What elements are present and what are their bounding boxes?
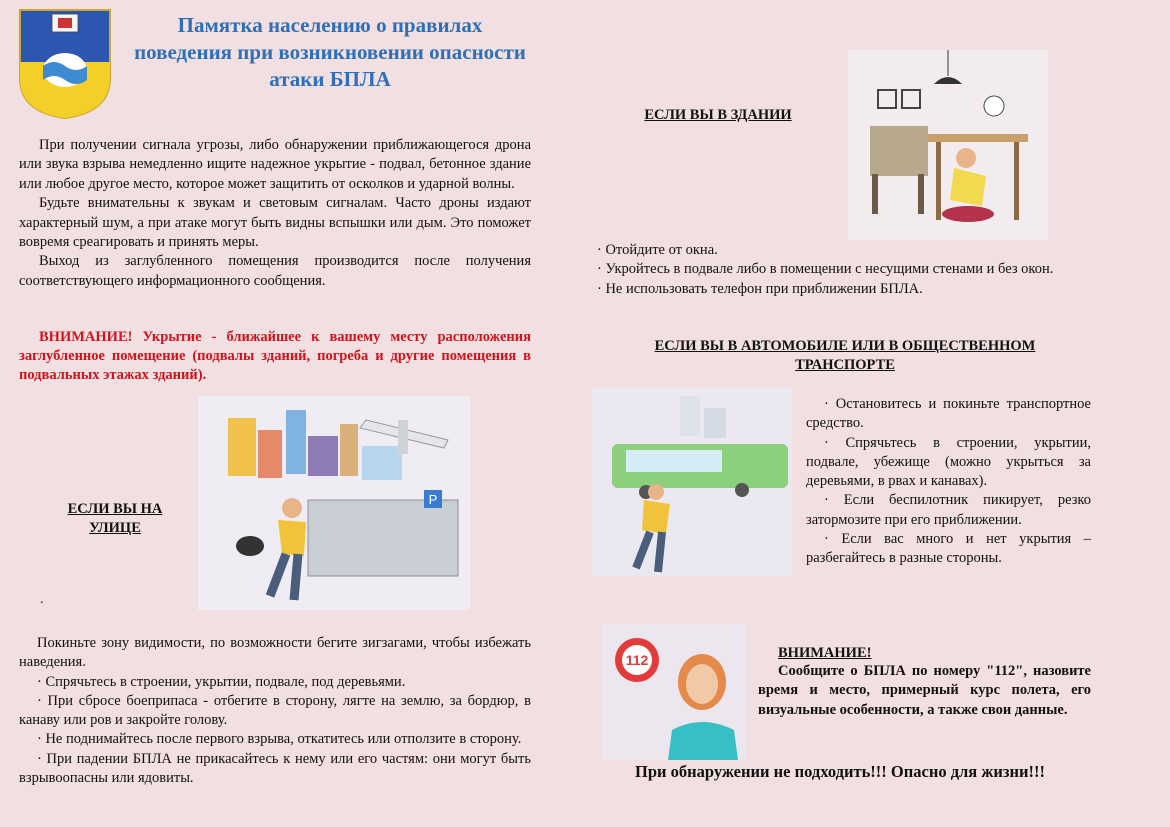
street-heading bbox=[40, 500, 190, 538]
list-item: · Не использовать телефон при приближении БПЛА. bbox=[597, 280, 923, 297]
intro-paragraph: Выход из заглубленного помещения производится после получения соответствующего информационного сообщения. bbox=[19, 253, 531, 289]
phone-call-illustration bbox=[602, 624, 745, 760]
list-item: · Укройтесь в подвале либо в помещении с несущими стенами и без окон. bbox=[597, 261, 1054, 278]
vehicle-heading-line: ТРАНСПОРТЕ bbox=[795, 357, 895, 373]
street-illustration bbox=[198, 396, 470, 610]
list-item: Покиньте зону видимости, по возможности бегите зигзагами, чтобы избежать наведения. bbox=[19, 635, 531, 671]
list-item: · Если вас много и нет укрытия – разбегайтесь в разные стороны. bbox=[806, 531, 1091, 567]
stray-dot: . bbox=[40, 592, 44, 607]
badge-112: 112 bbox=[625, 652, 649, 668]
intro-text bbox=[19, 136, 531, 291]
list-item: · При падении БПЛА не прикасайтесь к нему или его частям: они могут быть взрывоопасны или ядовиты. bbox=[19, 750, 531, 787]
list-item: · Отойдите от окна. bbox=[597, 242, 718, 258]
building-heading: ЕСЛИ ВЫ В ЗДАНИИ bbox=[644, 107, 792, 123]
street-heading-line: УЛИЦЕ bbox=[89, 520, 141, 536]
building-list bbox=[579, 241, 1091, 299]
emergency-text: Сообщите о БПЛА по номеру "112", назовите время и место, примерный курс полета, его визуальные особенности, а также свои данные. bbox=[758, 663, 1091, 718]
list-item: · Спрячьтесь в строении, укрытии, подвале, под деревьями. bbox=[37, 673, 406, 690]
emergency-heading: ВНИМАНИЕ! bbox=[778, 645, 872, 661]
list-item: · Остановитесь и покиньте транспортное средство. bbox=[806, 396, 1091, 432]
page-title: Памятка населению о правилах поведения при возникновении опасности атаки БПЛА bbox=[134, 13, 526, 91]
list-item: · При сбросе боеприпаса - отбегите в сторону, лягте на землю, за бордюр, в канаву или ров и закройте голову. bbox=[19, 692, 531, 729]
street-heading-line: ЕСЛИ ВЫ НА bbox=[67, 501, 163, 517]
svg-text:P: P bbox=[428, 492, 438, 507]
list-item: · Если беспилотник пикирует, резко затормозите при его приближении. bbox=[806, 492, 1091, 528]
warning-text: ВНИМАНИЕ! Укрытие - ближайшее к вашему месту расположения заглубленное помещение (подвалы зданий, погреба и другие помещения в подвальных этажах зданий). bbox=[19, 329, 531, 383]
coat-of-arms-emblem bbox=[18, 8, 112, 120]
bus-illustration bbox=[592, 388, 792, 576]
intro-paragraph: При получении сигнала угрозы, либо обнаружении приближающегося дрона или звука взрыва немедленно ищите надежное укрытие - подвал, бетонное здание или любое другое место, которое может защитить от осколков и ударной волны. bbox=[19, 137, 531, 192]
vehicle-heading bbox=[579, 337, 1111, 375]
building-illustration bbox=[848, 50, 1048, 240]
vehicle-list bbox=[806, 395, 1091, 569]
street-list bbox=[19, 634, 531, 788]
list-item: · Спрячьтесь в строении, укрытии, подвале, убежище (можно укрыться за деревьями, в рвах и канавах). bbox=[806, 434, 1091, 490]
list-item: · Не поднимайтесь после первого взрыва, откатитесь или отползите в сторону. bbox=[37, 731, 522, 748]
vehicle-heading-line: ЕСЛИ ВЫ В АВТОМОБИЛЕ ИЛИ В ОБЩЕСТВЕННОМ bbox=[654, 338, 1036, 354]
intro-paragraph: Будьте внимательны к звукам и световым сигналам. Часто дроны издают характерный шум, а при атаке могут быть видны вспышки или дым. Это поможет вовремя среагировать и принять меры. bbox=[19, 195, 531, 251]
footer-warning: При обнаружении не подходить!!! Опасно для жизни!!! bbox=[635, 762, 1045, 781]
